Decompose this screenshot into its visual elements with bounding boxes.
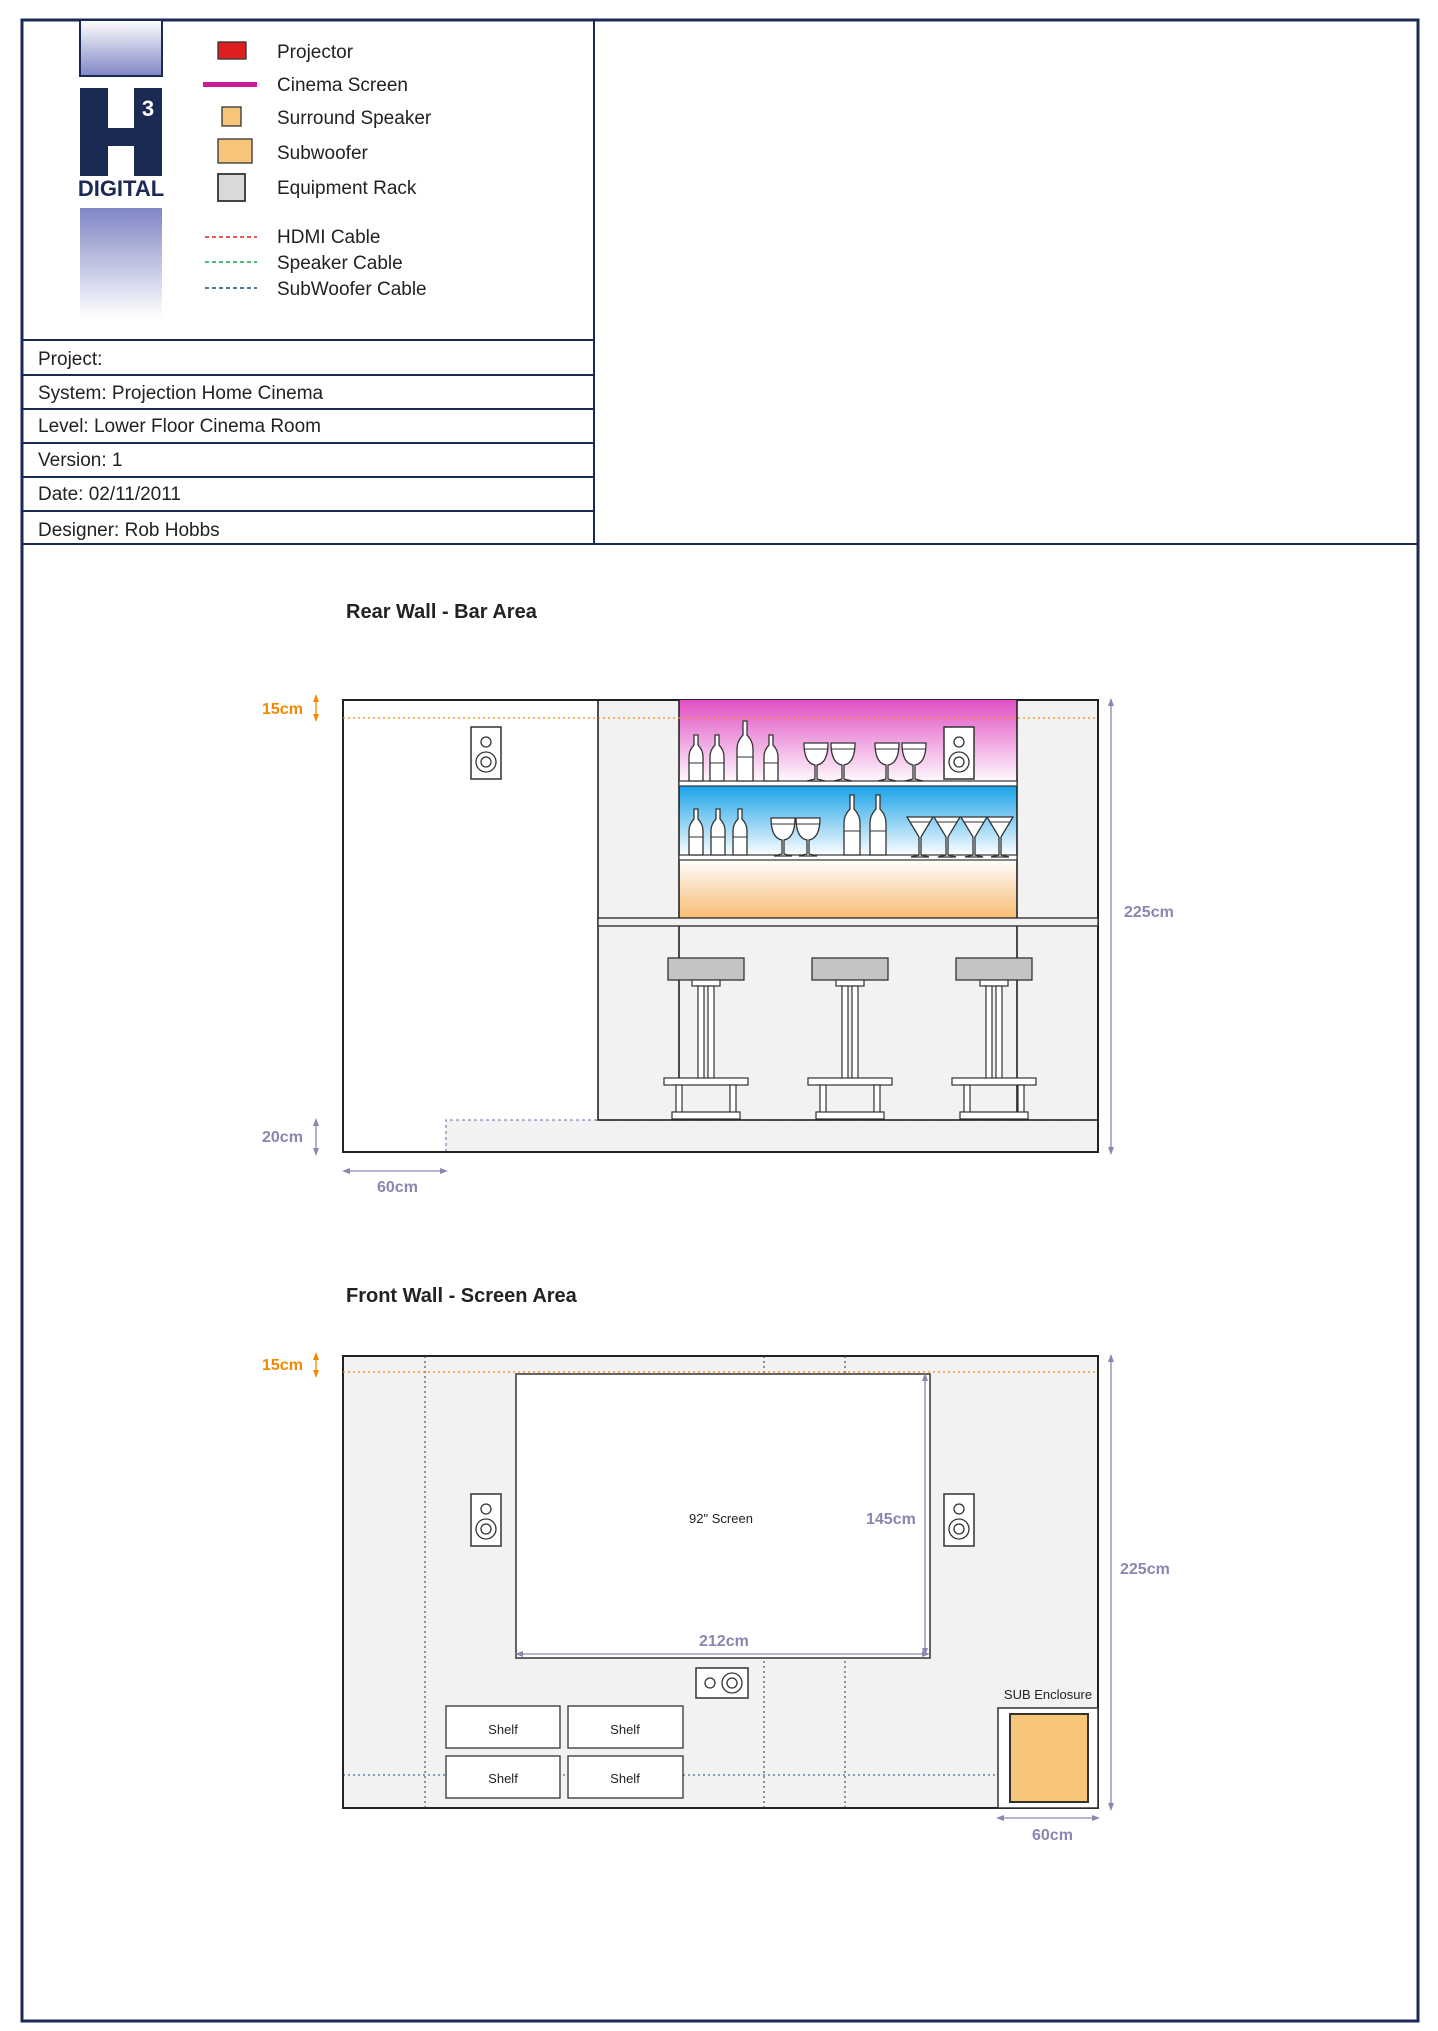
raised-platform <box>446 1120 1098 1152</box>
shelf-1 <box>679 781 1017 786</box>
shelf-label: Shelf <box>610 1722 640 1737</box>
info-level: Level: Lower Floor Cinema Room <box>38 416 322 437</box>
rear-dim-top: 15cm <box>262 701 303 718</box>
front-speaker-left <box>471 1494 501 1546</box>
rear-dim-bottom: 20cm <box>262 1129 303 1146</box>
legend-item-cinema-screen: Cinema Screen <box>277 75 408 96</box>
legend-item-projector: Projector <box>277 42 354 63</box>
rear-dim-height: 225cm <box>1124 904 1174 921</box>
info-date: Date: 02/11/2011 <box>38 484 181 505</box>
bar-counter <box>598 918 1098 926</box>
sub-enclosure-label: SUB Enclosure <box>1003 1687 1093 1702</box>
shelf-label: Shelf <box>488 1771 518 1786</box>
screen-size-label: 92" Screen <box>689 1511 753 1526</box>
logo-superscript: 3 <box>141 96 155 121</box>
screen-width-dim: 212cm <box>699 1633 749 1650</box>
legend-item-surround-speaker: Surround Speaker <box>277 108 432 129</box>
surround-speaker-swatch-icon <box>222 107 241 126</box>
legend-cable-subwoofer: SubWoofer Cable <box>277 279 427 300</box>
front-wall-elevation <box>262 1285 1170 1844</box>
rear-wall-title: Rear Wall - Bar Area <box>346 601 537 623</box>
legend-item-subwoofer: Subwoofer <box>277 143 368 164</box>
front-dim-top: 15cm <box>262 1357 303 1374</box>
shelf-label: Shelf <box>488 1722 518 1737</box>
screen-height-dim: 145cm <box>866 1511 916 1528</box>
rear-surround-speaker-right <box>944 727 974 779</box>
sub-width-dim: 60cm <box>1032 1827 1073 1844</box>
lower-shelf-lighting <box>679 859 1017 919</box>
rear-surround-speaker-left <box>471 727 501 779</box>
front-wall-title: Front Wall - Screen Area <box>346 1285 577 1307</box>
front-speaker-right <box>944 1494 974 1546</box>
info-system: System: Projection Home Cinema <box>38 383 324 404</box>
cinema-screen-line-icon <box>203 82 257 87</box>
equipment-rack-swatch-icon <box>218 174 245 201</box>
projector-swatch-icon <box>218 42 246 59</box>
shelf-label: Shelf <box>610 1771 640 1786</box>
legend-item-equipment-rack: Equipment Rack <box>277 178 417 199</box>
info-designer: Designer: Rob Hobbs <box>38 520 220 541</box>
info-project: Project: <box>38 349 103 370</box>
rear-dim-width: 60cm <box>377 1179 418 1196</box>
front-dim-height: 225cm <box>1120 1561 1170 1578</box>
subwoofer <box>1010 1714 1088 1802</box>
center-speaker <box>696 1668 748 1698</box>
logo-word: DIGITAL <box>77 176 165 201</box>
legend-cable-hdmi: HDMI Cable <box>277 227 381 248</box>
legend-cable-speaker: Speaker Cable <box>277 253 403 274</box>
subwoofer-swatch-icon <box>218 139 252 163</box>
info-version: Version: 1 <box>38 450 123 471</box>
